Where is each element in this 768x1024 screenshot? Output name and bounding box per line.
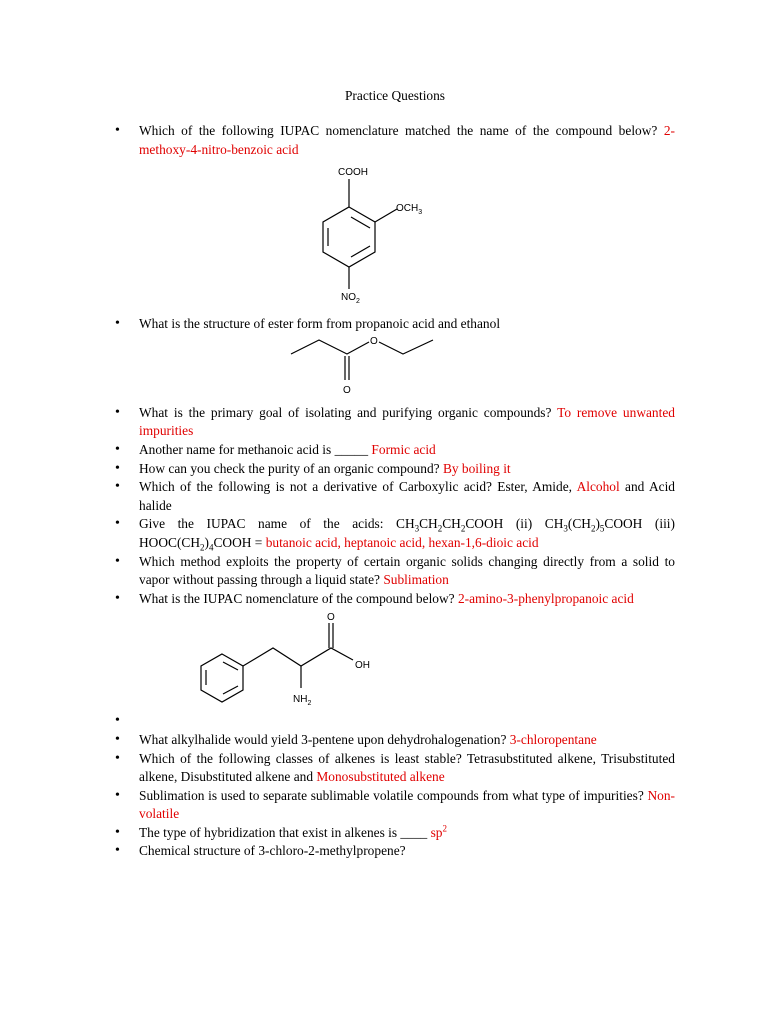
label-oh: OH xyxy=(355,660,370,672)
question-4 xyxy=(115,441,675,460)
answer-text: Formic acid xyxy=(371,441,436,457)
answer-text: 3-chloropentane xyxy=(509,731,597,747)
question-5 xyxy=(115,460,675,479)
question-text: What alkylhalide would yield 3-pentene upon dehydrohalogenation? xyxy=(139,731,510,747)
question-text: Which of the following classes of alkenes is least stable? Tetrasubstituted alkene, Trisubstituted alkene, Disubstituted alkene and xyxy=(139,750,675,785)
question-list xyxy=(115,122,675,861)
answer-text: To remove unwanted impurities xyxy=(139,404,675,439)
answer-text: butanoic acid, heptanoic acid, hexan-1,6-dioic acid xyxy=(265,534,539,550)
question-text: Which method exploits the property of certain organic solids changing directly from a solid to vapor without passing through a liquid state? xyxy=(139,553,675,588)
label-cooh: COOH xyxy=(338,167,368,179)
label-nh2: $NH_2$ xyxy=(293,694,312,708)
question-8 xyxy=(115,553,675,590)
structure-ethyl-propanoate xyxy=(289,336,449,398)
question-6 xyxy=(115,478,675,515)
answer-text: Sublimation xyxy=(383,572,449,588)
question-text: Chemical structure of 3-chloro-2-methylpropene? xyxy=(139,843,406,859)
answer-text: 2-methoxy-4-nitro-benzoic acid xyxy=(139,123,675,157)
structure-phenylalanine xyxy=(177,610,397,712)
answer-text: Non-volatile xyxy=(139,787,675,822)
label-carbonyl-o: O xyxy=(343,384,351,396)
question-text: How can you check the purity of an organic compound? xyxy=(139,460,443,476)
bond-och3 xyxy=(375,209,397,222)
question-11 xyxy=(115,731,675,750)
question-15 xyxy=(115,842,675,861)
question-10-empty xyxy=(115,712,675,731)
question-1 xyxy=(115,122,675,305)
question-text: What is the IUPAC nomenclature of the compound below? xyxy=(139,590,458,606)
question-3 xyxy=(115,404,675,441)
question-text: What is the structure of ester form from propanoic acid and ethanol xyxy=(139,316,501,332)
question-14 xyxy=(115,824,675,843)
question-text: Another name for methanoic acid is _____ xyxy=(139,441,372,457)
label-och3: $OCH_3$ xyxy=(396,203,423,217)
answer-text: Alcohol xyxy=(576,479,620,495)
page-title: Practice Questions xyxy=(344,88,446,103)
question-text: What is the primary goal of isolating and purifying organic compounds? xyxy=(139,404,558,420)
structure-methoxy-nitro-benzoic-acid xyxy=(299,163,439,305)
question-9 xyxy=(115,590,675,713)
question-text-tail: and Acid halide xyxy=(139,479,675,513)
answer-text: 2-amino-3-phenylpropanoic acid xyxy=(457,590,634,606)
answer-text: Monosubstituted alkene xyxy=(316,769,445,785)
question-text: Sublimation is used to separate sublimable volatile compounds from what type of impurities? xyxy=(139,787,648,803)
label-carbonyl-o: O xyxy=(327,612,335,624)
question-text: Which of the following is not a derivative of Carboxylic acid? Ester, Amide, xyxy=(139,479,577,495)
label-ether-o: O xyxy=(370,335,378,347)
question-13 xyxy=(115,787,675,824)
question-12 xyxy=(115,750,675,787)
question-2 xyxy=(115,315,675,398)
phenyl-ring xyxy=(201,654,243,702)
benzene-ring xyxy=(323,207,375,267)
label-no2: $NO_2$ xyxy=(341,292,360,306)
answer-text: By boiling it xyxy=(442,460,511,476)
question-text: The type of hybridization that exist in alkenes is ____ xyxy=(139,824,431,840)
question-text: Which of the following IUPAC nomenclature matched the name of the compound below? xyxy=(139,123,664,138)
answer-text: $sp^2$ xyxy=(430,823,447,840)
question-7: • Give the IUPAC name of the acids: $CH_3CH_2CH_2COOH$ (ii) $CH_3(CH_2)_5COOH$ (iii) $HOOC(CH_2)_4COOH$ = butanoic acid, heptanoic acid, hexan-1,6-dioic acid xyxy=(115,515,675,552)
